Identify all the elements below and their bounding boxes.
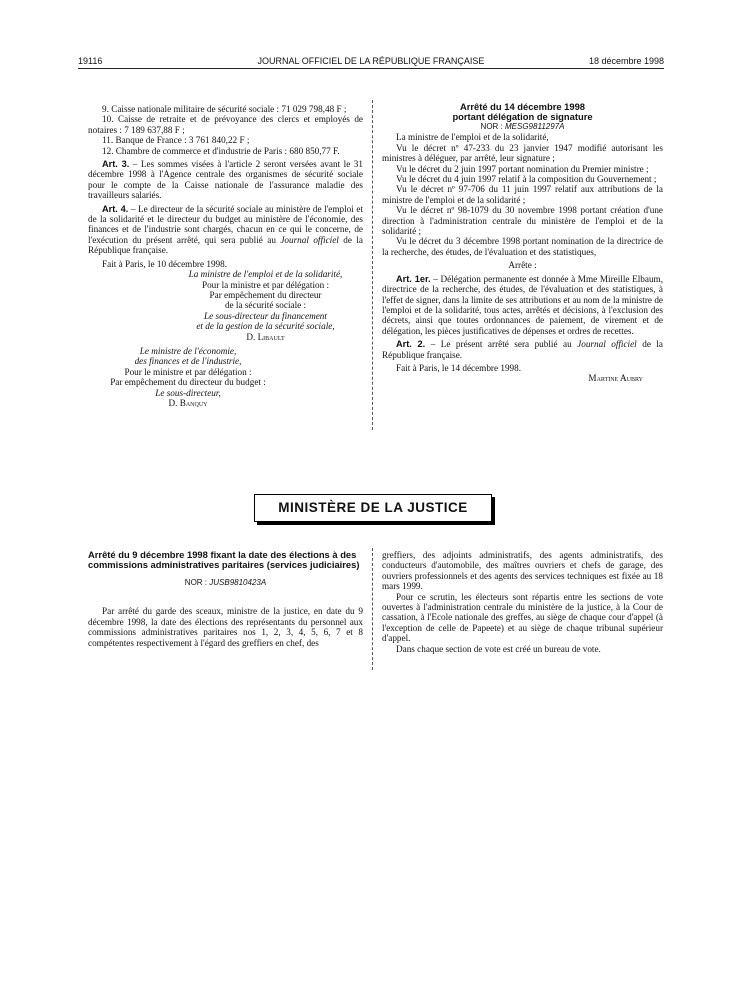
- bottom-left-column: Arrêté du 9 décembre 1998 fixant la date des élections à des commissions administratives paritaires (services judiciaires) NOR : JUSB9810423A Par arrêté du garde des sceaux, ministre de la justice, en date du 9 décembre 1998, la date des élections des représentants du personnel aux commissions administratives paritaires nos 1, 2, 3, 4, 5, 6, 7 et 8 compétentes respectivement à l'égard des greffiers en chef, des: [88, 549, 363, 648]
- left-top-column: [88, 104, 363, 408]
- bottom-right-column: greffiers, des adjoints administratifs, des agents administratifs, des conducteurs d'automobile, des maîtres ouvriers et chefs de garage, des ouvriers professionnels et des agents des services techniques est fixée au 18 mars 1999. Pour ce scrutin, les électeurs sont répartis entre les sections de vote ouvertes à l'administration centrale du ministère de la justice, à la Cour de cassation, à l'Ecole nationale des greffes, au siège de chaque cour d'appel (à l'exception de celle de Papeete) et au siège de chaque tribunal supérieur d'appel. Dans chaque section de vote est créé un bureau de vote.: [382, 550, 663, 654]
- fait-a-paris: Fait à Paris, le 10 décembre 1998.: [102, 258, 228, 269]
- arrete-title: Arrêté du 9 décembre 1998 fixant la date des élections à des commissions administratives paritaires (services judiciaires): [88, 549, 360, 570]
- signature-name: D. Banquy: [168, 397, 208, 408]
- item-9: 9. Caisse nationale militaire de sécurité sociale : 71 029 798,48 F ;: [102, 104, 347, 114]
- ministry-heading: MINISTÈRE DE LA JUSTICE: [254, 494, 492, 522]
- header-rule: [78, 68, 664, 69]
- column-divider: [372, 100, 373, 430]
- article-4: Art. 4. – Le directeur de la sécurité sociale au ministère de l'emploi et de la solidarité et le directeur du budget au ministère de l'économie, des finances et de l'industrie sont chargés, chacun en ce qui le concerne, de l'exécution du présent arrêté, qui sera publié au Journal officiel de la République française.: [88, 203, 363, 256]
- nor-reference: NOR : JUSB9810423A: [184, 578, 267, 587]
- fait-a-paris: Fait à Paris, le 14 décembre 1998.: [396, 362, 522, 373]
- item-10: 10. Caisse de retraite et de prévoyance des clercs et employés de notaires : 7 189 637,88 F ;: [88, 114, 363, 135]
- arrete-label: Arrête :: [508, 260, 537, 271]
- item-11: 11. Banque de France : 3 761 840,22 F ;: [102, 135, 250, 146]
- journal-title: JOURNAL OFFICIEL DE LA RÉPUBLIQUE FRANÇAISE: [257, 56, 485, 66]
- nor-reference: NOR : MESG9811297A: [480, 122, 565, 131]
- signature-name: Martine Aubry: [588, 373, 643, 384]
- article-1: Art. 1er. – Délégation permanente est donnée à Mme Mireille Elbaum, directrice de la recherche, des études, de l'évaluation et des statistiques, à l'effet de signer, dans la limite de ses attributions et au nom de la ministre de l'emploi et de la solidarité, tous actes, arrêtés et décisions, à l'exclusion des décrets, ainsi que toutes ordonnances de paiement, de virement et de délégation, les pièces justificatives de dépenses et ordres de recettes.: [382, 273, 663, 336]
- column-divider: [372, 548, 373, 670]
- signature-name: D. Libault: [246, 331, 285, 342]
- signature-block-2: Le ministre de l'économie, des finances et de l'industrie, Pour le ministre et par délégation : Par empêchement du directeur du budget : Le sous-directeur, D. Banquy: [88, 346, 288, 408]
- arrete-title-line2: portant délégation de signature: [452, 111, 593, 122]
- signature-block-1: La ministre de l'emploi et de la solidarité, Pour la ministre et par délégation : Par empêchement du directeur de la sécurité sociale : Le sous-directeur du financement et de la gestion de la sécurité sociale, D. Libault: [168, 269, 363, 342]
- arrete-title-line1: Arrêté du 14 décembre 1998: [459, 101, 586, 112]
- item-12: 12. Chambre de commerce et d'industrie de Paris : 680 850,77 F.: [102, 145, 340, 156]
- issue-date: 18 décembre 1998: [588, 56, 664, 66]
- right-top-column: Arrêté du 14 décembre 1998 portant délégation de signature NOR : MESG9811297A La ministre de l'emploi et de la solidarité, Vu le décret nº 47-233 du 23 janvier 1947 modifié autorisant les ministres à déléguer, par arrêté, leur signature ; Vu le décret du 2 juin 1997 portant nomination du Premier ministre ; Vu le décret du 4 juin 1997 relatif à la composition du Gouvernement ; Vu le décret nº 97-706 du 11 juin 1997 relatif aux attributions de la ministre de l'emploi et de la solidarité ; Vu le décret nº 98-1079 du 30 novembre 1998 portant création d'une direction à l'administration centrale du ministère de l'emploi et de la solidarité ; Vu le décret du 3 décembre 1998 portant nomination de la directrice de la recherche, des études, de l'évaluation et des statistiques, Arrête : Art. 1er. – Délégation permanente est donnée à Mme Mireille Elbaum, directrice de la recherche, des études, de l'évaluation et des statistiques, à l'effet de signer, dans la limite de ses attributions et au nom de la ministre de l'emploi et de la solidarité, tous actes, arrêtés et décisions, à l'exclusion des décrets, ainsi que toutes ordonnances de paiement, de virement et de délégation, les pièces justificatives de dépenses et ordres de recettes. Art. 2. – Le présent arrêté sera publié au Journal officiel de la République française. Fait à Paris, le 14 décembre 1998. Martine Aubry: [382, 101, 663, 384]
- page-number: 19116: [78, 56, 103, 66]
- ministry-underline: [336, 524, 406, 525]
- article-3: Art. 3. – Les sommes visées à l'article 2 seront versées avant le 31 décembre 1998 à l'Agence centrale des organismes de sécurité sociale pour le compte de la Caisse nationale de l'assurance maladie des travailleurs salariés.: [88, 159, 363, 201]
- article-2: Art. 2. – Le présent arrêté sera publié au Journal officiel de la République française.: [382, 339, 663, 360]
